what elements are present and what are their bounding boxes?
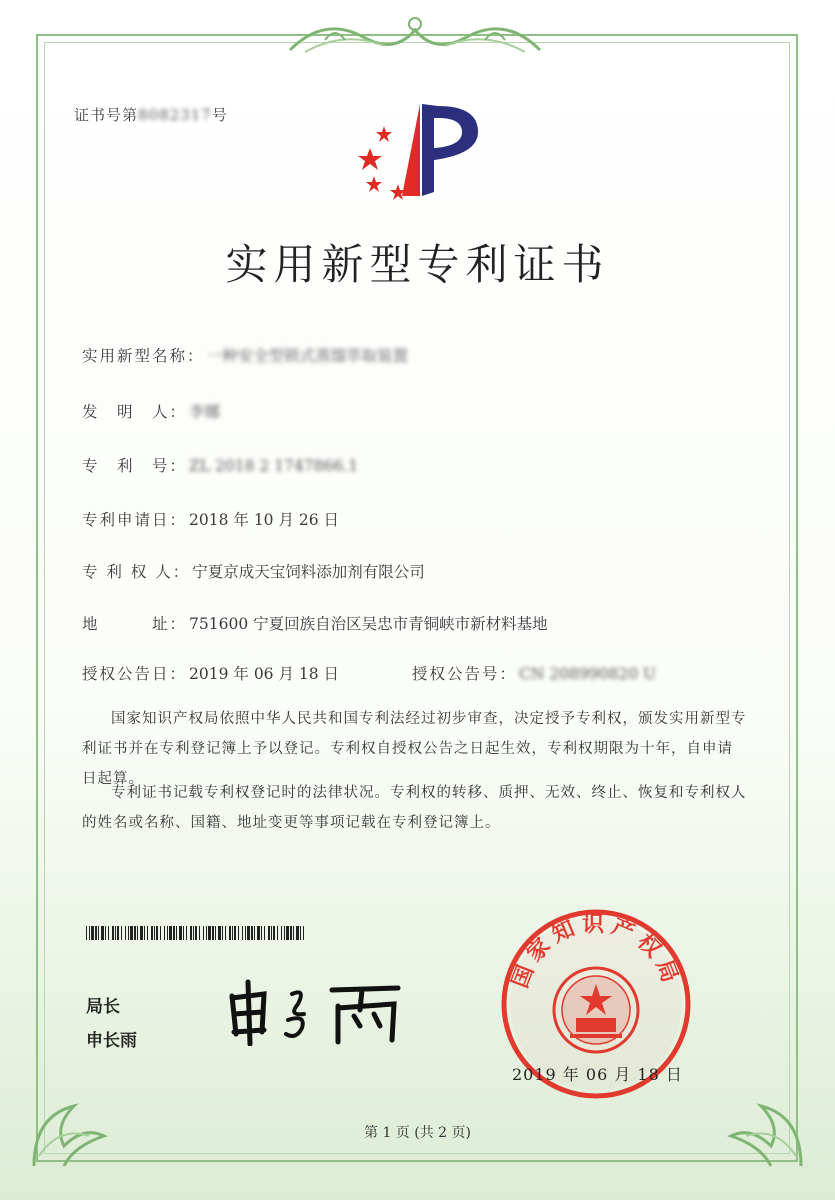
field-label: 地 址： [82, 615, 188, 633]
director-signature [222, 976, 422, 1046]
field-grant-date [82, 662, 339, 684]
certificate-number-prefix: 证书号第 [74, 106, 139, 124]
field-label: 授权公告号： [412, 665, 518, 683]
field-value: CN 208990820 U [519, 665, 657, 683]
field-label: 授权公告日： [82, 665, 188, 683]
barcode [86, 926, 306, 940]
page-number: 第 1 页 (共 2 页) [364, 1125, 471, 1141]
field-value: 一种安全型锁式蒸馏萃取装置 [206, 347, 409, 365]
field-patent-number [82, 454, 358, 476]
field-value: 751600 宁夏回族自治区吴忠市青铜峡市新材料基地 [189, 615, 548, 633]
seal-text: 国家知识产权局 [507, 912, 685, 992]
field-utility-model-name [82, 344, 408, 366]
field-label: 发 明 人： [82, 403, 188, 421]
field-inventor [82, 400, 220, 422]
field-label: 专 利 权 人： [82, 563, 191, 581]
certificate-number-suffix: 号 [211, 106, 228, 124]
certificate-number-value: 8082317 [138, 106, 212, 124]
certificate-number [74, 104, 228, 125]
field-address [82, 612, 548, 634]
field-label: 专 利 号： [82, 457, 188, 475]
statement-paragraph-2: 专利证书记载专利权登记时的法律状况。专利权的转移、质押、无效、终止、恢复和专利权人的姓名或名称、国籍、地址变更等事项记载在专利登记簿上。 [82, 785, 747, 831]
top-ornament-decoration [285, 10, 545, 58]
seal-date: 2019 年 06 月 18 日 [512, 1065, 683, 1084]
field-value: 宁夏京成天宝饲料添加剂有限公司 [192, 563, 425, 581]
field-grant-number [412, 662, 656, 684]
statement-paragraph-1: 国家知识产权局依照中华人民共和国专利法经过初步审查，决定授予专利权，颁发实用新型专利证书并在专利登记簿上予以登记。专利权自授权公告之日起生效，专利权期限为十年，自申请日起算。 [82, 711, 747, 787]
patent-office-emblem-icon [342, 96, 492, 206]
field-label: 实用新型名称： [82, 347, 205, 365]
field-value: ZL 2018 2 1747866.1 [189, 457, 358, 475]
field-patentee [82, 560, 425, 582]
director-name: 申长雨 [86, 1031, 137, 1051]
field-filing-date [82, 508, 339, 530]
field-label: 专利申请日： [82, 511, 188, 529]
field-value: 李娜 [189, 403, 221, 421]
director-title: 局长 [86, 997, 120, 1017]
field-value: 2019 年 06 月 18 日 [189, 665, 340, 683]
field-value: 2018 年 10 月 26 日 [189, 511, 340, 529]
certificate-title: 实用新型专利证书 [225, 240, 610, 289]
